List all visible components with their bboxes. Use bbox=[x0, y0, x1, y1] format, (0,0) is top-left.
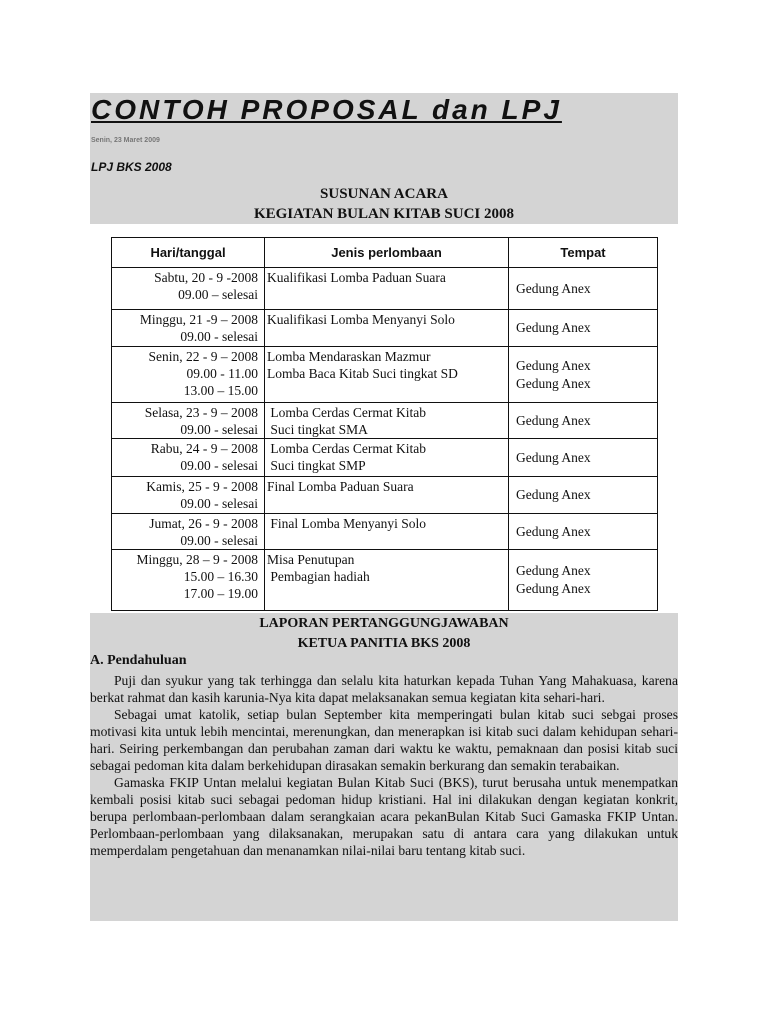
cell-day-line: 09.00 - selesai bbox=[180, 329, 258, 344]
cell-day-line: 15.00 – 16.30 bbox=[183, 569, 258, 584]
column-header-day: Hari/tanggal bbox=[112, 238, 265, 268]
cell-day-line: Minggu, 21 -9 – 2008 bbox=[139, 312, 258, 327]
cell-day-line: 17.00 – 19.00 bbox=[183, 586, 258, 601]
cell-day-line: 09.00 – selesai bbox=[178, 287, 258, 302]
table-row bbox=[112, 268, 658, 310]
cell-day bbox=[112, 514, 265, 550]
paragraph: Sebagai umat katolik, setiap bulan September kita memperingati bulan kitab suci sebgai proses motivasi kita untuk lebih mencintai, merenungkan, dan menerapkan isi kitab suci dalam kehidupan sehari-hari. Seiring perkembangan dan perubahan zaman dari waktu ke waktu, pemaknaan dan posisi kitab suci sebagai pedoman kita dalam berkehidupan dirasakan semakin berkurang dan semakin terabaikan. bbox=[90, 707, 678, 773]
cell-place bbox=[509, 403, 658, 439]
table-row bbox=[112, 550, 658, 611]
cell-event bbox=[265, 550, 509, 611]
cell-event bbox=[265, 347, 509, 403]
cell-place-line: Gedung Anex bbox=[516, 375, 591, 391]
paragraph: Puji dan syukur yang tak terhingga dan selalu kita haturkan kepada Tuhan Yang Mahakuasa, karena berkat rahmat dan kasih karunia-Nya kita dapat melaksanakan semua kegiatan kita sehari-hari. bbox=[90, 673, 678, 705]
cell-day-line: 09.00 - 11.00 bbox=[186, 366, 258, 381]
cell-event-line: Suci tingkat SMP bbox=[267, 458, 366, 473]
cell-event-line: Final Lomba Menyanyi Solo bbox=[267, 516, 426, 531]
cell-day-line: 09.00 - selesai bbox=[180, 458, 258, 473]
cell-day-line: Senin, 22 - 9 – 2008 bbox=[148, 349, 258, 364]
cell-place-line: Gedung Anex bbox=[516, 280, 591, 296]
table-row bbox=[112, 439, 658, 477]
column-header-event: Jenis perlombaan bbox=[265, 238, 509, 268]
table-row bbox=[112, 477, 658, 514]
cell-event-line: Kualifikasi Lomba Paduan Suara bbox=[267, 270, 446, 285]
cell-place bbox=[509, 514, 658, 550]
cell-place-line: Gedung Anex bbox=[516, 487, 591, 502]
cell-day-line: Minggu, 28 – 9 - 2008 bbox=[136, 552, 258, 567]
schedule-rows bbox=[112, 268, 658, 611]
cell-event-line: Lomba Mendaraskan Mazmur bbox=[267, 349, 431, 364]
report-subheading: KETUA PANITIA BKS 2008 bbox=[297, 636, 471, 651]
cell-place bbox=[509, 310, 658, 347]
cell-event-line: Pembagian hadiah bbox=[267, 569, 370, 584]
cell-place-line: Gedung Anex bbox=[516, 563, 591, 578]
cell-event bbox=[265, 403, 509, 439]
schedule-heading: SUSUNAN ACARA bbox=[320, 186, 448, 202]
cell-day bbox=[112, 268, 265, 310]
section-heading: A. Pendahuluan bbox=[90, 653, 187, 668]
paragraph: Gamaska FKIP Untan melalui kegiatan Bulan Kitab Suci (BKS), turut berusaha untuk menempatkan kembali posisi kitab suci sebagai pedoman hidup kristiani. Hal ini dilakukan dengan kegiatan konkrit, berupa perlombaan-perlombaan dalam serangkaian acara pekanBulan Kitab Suci Gamaska FKIP Untan. Perlombaan-perlombaan yang dilaksanakan, merupakan satu di antara cara yang dilakukan untuk memperdalam pengetahuan dan menanamkan nilai-nilai baru tentang kitab suci. bbox=[90, 775, 678, 858]
cell-day bbox=[112, 477, 265, 514]
cell-day bbox=[112, 403, 265, 439]
cell-day-line: 09.00 - selesai bbox=[180, 533, 258, 548]
report-body bbox=[90, 672, 678, 859]
schedule-subheading: KEGIATAN BULAN KITAB SUCI 2008 bbox=[253, 206, 515, 222]
cell-place bbox=[509, 439, 658, 477]
cell-event-line: Lomba Baca Kitab Suci tingkat SD bbox=[267, 366, 458, 381]
cell-event bbox=[265, 310, 509, 347]
cell-place bbox=[509, 347, 658, 403]
table-row bbox=[112, 347, 658, 403]
report-heading: LAPORAN PERTANGGUNGJAWABAN bbox=[259, 616, 509, 631]
cell-place-line: Gedung Anex bbox=[516, 412, 591, 428]
cell-place bbox=[509, 477, 658, 514]
publish-date: Senin, 23 Maret 2009 bbox=[91, 137, 160, 144]
cell-event-line: Kualifikasi Lomba Menyanyi Solo bbox=[267, 312, 455, 327]
cell-place bbox=[509, 550, 658, 611]
cell-day-line: 13.00 – 15.00 bbox=[183, 383, 258, 398]
cell-day-line: 09.00 - selesai bbox=[180, 422, 258, 437]
cell-place-line: Gedung Anex bbox=[516, 523, 591, 539]
cell-day-line: Jumat, 26 - 9 - 2008 bbox=[149, 516, 258, 531]
cell-event bbox=[265, 477, 509, 514]
cell-place bbox=[509, 268, 658, 310]
cell-place-line: Gedung Anex bbox=[516, 449, 591, 465]
cell-day bbox=[112, 310, 265, 347]
schedule-table bbox=[111, 237, 658, 611]
table-header-row bbox=[112, 238, 658, 268]
cell-event-line: Suci tingkat SMA bbox=[267, 422, 368, 437]
cell-event-line: Final Lomba Paduan Suara bbox=[267, 479, 414, 494]
cell-place-line: Gedung Anex bbox=[516, 581, 591, 596]
cell-event-line: Lomba Cerdas Cermat Kitab bbox=[267, 405, 426, 420]
table-row bbox=[112, 403, 658, 439]
column-header-place: Tempat bbox=[509, 238, 658, 268]
cell-event-line: Lomba Cerdas Cermat Kitab bbox=[267, 441, 426, 456]
cell-day-line: Sabtu, 20 - 9 -2008 bbox=[154, 270, 258, 285]
cell-event bbox=[265, 514, 509, 550]
document-label: LPJ BKS 2008 bbox=[91, 160, 172, 174]
cell-day-line: 09.00 - selesai bbox=[180, 496, 258, 511]
table-row bbox=[112, 514, 658, 550]
table-row bbox=[112, 310, 658, 347]
cell-event bbox=[265, 439, 509, 477]
cell-day-line: Kamis, 25 - 9 - 2008 bbox=[146, 479, 258, 494]
cell-day bbox=[112, 439, 265, 477]
cell-day-line: Rabu, 24 - 9 – 2008 bbox=[150, 441, 258, 456]
cell-day bbox=[112, 550, 265, 611]
cell-day bbox=[112, 347, 265, 403]
cell-place-line: Gedung Anex bbox=[516, 357, 591, 373]
cell-event-line: Misa Penutupan bbox=[267, 552, 355, 567]
cell-place-line: Gedung Anex bbox=[516, 320, 591, 335]
page-title: CONTOH PROPOSAL dan LPJ bbox=[91, 94, 562, 125]
cell-day-line: Selasa, 23 - 9 – 2008 bbox=[144, 405, 258, 420]
cell-event bbox=[265, 268, 509, 310]
